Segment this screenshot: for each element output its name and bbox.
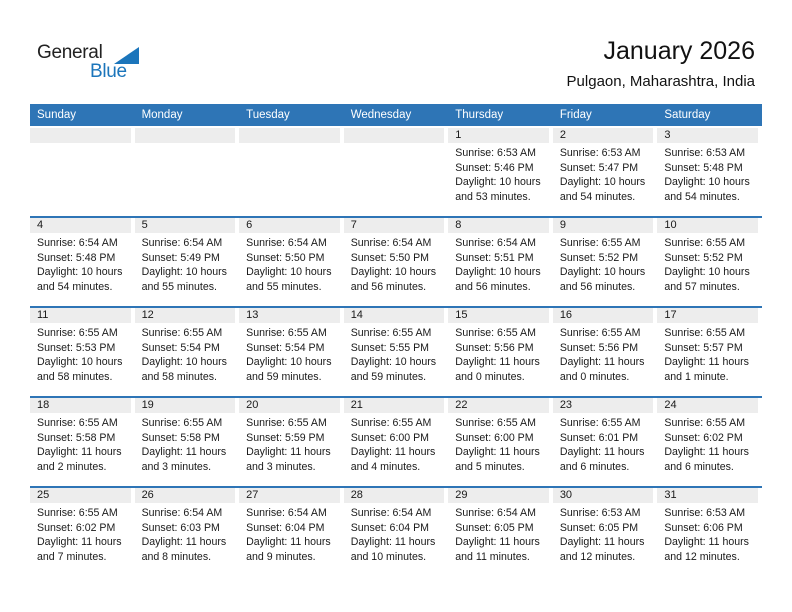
day-number <box>135 128 236 143</box>
logo-text-general: General <box>37 42 103 63</box>
sunrise-text: Sunrise: 6:55 AM <box>559 237 641 249</box>
calendar-month-title: January 2026 <box>603 37 755 65</box>
day-number: 3 <box>657 128 758 143</box>
daylight-text: Daylight: 11 hours and 3 minutes. <box>141 446 227 473</box>
week-row <box>30 397 762 487</box>
day-cell <box>135 397 240 487</box>
daylight-text: Daylight: 10 hours and 58 minutes. <box>37 356 123 383</box>
day-details <box>135 323 240 384</box>
day-number: 13 <box>239 308 340 323</box>
day-number: 31 <box>657 488 758 503</box>
daylight-text: Daylight: 10 hours and 54 minutes. <box>664 176 750 203</box>
sunset-text: Sunset: 5:54 PM <box>246 341 325 354</box>
day-cell <box>135 217 240 307</box>
day-details <box>239 323 344 384</box>
day-cell <box>344 487 449 576</box>
day-number: 17 <box>657 308 758 323</box>
day-number: 16 <box>553 308 654 323</box>
weekday-header-saturday: Saturday <box>657 104 762 127</box>
day-number <box>239 128 340 143</box>
day-number: 29 <box>448 488 549 503</box>
day-cell <box>30 487 135 576</box>
day-details <box>239 413 344 474</box>
daylight-text: Daylight: 11 hours and 7 minutes. <box>37 536 122 563</box>
sunset-text: Sunset: 5:53 PM <box>37 341 116 354</box>
sunrise-text: Sunrise: 6:54 AM <box>350 507 432 519</box>
day-cell <box>239 217 344 307</box>
day-number: 4 <box>30 218 131 233</box>
week-row <box>30 127 762 217</box>
day-number: 23 <box>553 398 654 413</box>
day-cell <box>344 217 449 307</box>
sunset-text: Sunset: 5:57 PM <box>664 341 743 354</box>
daylight-text: Daylight: 10 hours and 55 minutes. <box>246 266 332 293</box>
day-cell <box>553 127 658 217</box>
general-blue-logo <box>37 42 147 82</box>
weekday-header-monday: Monday <box>135 104 240 127</box>
day-details <box>448 503 553 564</box>
day-cell <box>30 217 135 307</box>
day-number: 26 <box>135 488 236 503</box>
sunrise-text: Sunrise: 6:54 AM <box>246 237 327 249</box>
daylight-text: Daylight: 10 hours and 59 minutes. <box>350 356 437 383</box>
sunset-text: Sunset: 6:04 PM <box>246 521 325 534</box>
day-number <box>30 128 131 143</box>
day-number: 1 <box>448 128 549 143</box>
sunset-text: Sunset: 6:00 PM <box>455 431 534 444</box>
day-number: 21 <box>344 398 445 413</box>
day-cell <box>135 307 240 397</box>
day-number: 15 <box>448 308 549 323</box>
sunset-text: Sunset: 5:54 PM <box>141 341 220 354</box>
calendar-table <box>30 104 762 576</box>
day-details <box>553 233 658 294</box>
sunset-text: Sunset: 6:03 PM <box>141 521 220 534</box>
day-cell <box>239 487 344 576</box>
daylight-text: Daylight: 11 hours and 12 minutes. <box>664 536 749 563</box>
sunset-text: Sunset: 5:48 PM <box>664 161 743 174</box>
sunrise-text: Sunrise: 6:54 AM <box>350 237 432 249</box>
sunrise-text: Sunrise: 6:55 AM <box>141 327 223 339</box>
day-details <box>448 323 553 384</box>
sunrise-text: Sunrise: 6:55 AM <box>37 417 118 429</box>
daylight-text: Daylight: 10 hours and 59 minutes. <box>246 356 332 383</box>
sunrise-text: Sunrise: 6:54 AM <box>455 237 536 249</box>
sunset-text: Sunset: 6:00 PM <box>350 431 430 444</box>
sunrise-text: Sunrise: 6:55 AM <box>664 237 746 249</box>
day-cell <box>344 307 449 397</box>
day-details <box>135 503 240 564</box>
weekday-header-sunday: Sunday <box>30 104 135 127</box>
day-cell <box>553 397 658 487</box>
calendar-body <box>30 127 762 576</box>
weekday-header-friday: Friday <box>553 104 658 127</box>
daylight-text: Daylight: 10 hours and 56 minutes. <box>455 266 541 293</box>
day-number: 5 <box>135 218 236 233</box>
sunset-text: Sunset: 5:56 PM <box>559 341 639 354</box>
day-cell <box>657 397 762 487</box>
day-details <box>553 413 658 474</box>
day-cell <box>239 307 344 397</box>
day-details <box>657 323 762 384</box>
day-number: 30 <box>553 488 654 503</box>
sunrise-text: Sunrise: 6:54 AM <box>141 507 223 519</box>
day-cell <box>135 487 240 576</box>
day-details <box>553 503 658 564</box>
week-row <box>30 217 762 307</box>
day-cell <box>553 487 658 576</box>
sunset-text: Sunset: 5:55 PM <box>350 341 430 354</box>
sunrise-text: Sunrise: 6:55 AM <box>455 327 536 339</box>
sunrise-text: Sunrise: 6:55 AM <box>350 327 432 339</box>
logo-text-blue: Blue <box>90 61 127 82</box>
day-number: 14 <box>344 308 445 323</box>
sunrise-text: Sunrise: 6:55 AM <box>559 327 641 339</box>
day-details <box>344 233 449 294</box>
day-cell <box>448 307 553 397</box>
sunset-text: Sunset: 6:05 PM <box>455 521 534 534</box>
sunset-text: Sunset: 6:01 PM <box>559 431 639 444</box>
day-cell <box>448 487 553 576</box>
sunset-text: Sunset: 6:04 PM <box>350 521 430 534</box>
day-number: 28 <box>344 488 445 503</box>
day-cell <box>344 397 449 487</box>
daylight-text: Daylight: 11 hours and 6 minutes. <box>664 446 749 473</box>
day-cell <box>448 397 553 487</box>
weekday-header-row <box>30 104 762 127</box>
sunset-text: Sunset: 5:49 PM <box>141 251 220 264</box>
sunrise-text: Sunrise: 6:54 AM <box>141 237 223 249</box>
sunrise-text: Sunrise: 6:55 AM <box>37 327 118 339</box>
sunset-text: Sunset: 5:48 PM <box>37 251 116 264</box>
day-details <box>344 503 449 564</box>
daylight-text: Daylight: 11 hours and 11 minutes. <box>455 536 540 563</box>
day-details <box>239 503 344 564</box>
sunrise-text: Sunrise: 6:55 AM <box>141 417 223 429</box>
empty-day-cell <box>135 127 240 217</box>
sunrise-text: Sunrise: 6:55 AM <box>246 417 327 429</box>
daylight-text: Daylight: 10 hours and 58 minutes. <box>141 356 227 383</box>
day-details <box>657 233 762 294</box>
sunrise-text: Sunrise: 6:53 AM <box>559 507 641 519</box>
sunrise-text: Sunrise: 6:55 AM <box>664 417 746 429</box>
day-details <box>657 503 762 564</box>
sunset-text: Sunset: 5:51 PM <box>455 251 534 264</box>
day-number: 27 <box>239 488 340 503</box>
sunrise-text: Sunrise: 6:55 AM <box>559 417 641 429</box>
daylight-text: Daylight: 10 hours and 56 minutes. <box>350 266 437 293</box>
day-details <box>30 233 135 294</box>
day-details <box>344 323 449 384</box>
empty-day-cell <box>344 127 449 217</box>
week-row <box>30 487 762 576</box>
daylight-text: Daylight: 11 hours and 6 minutes. <box>559 446 645 473</box>
day-cell <box>553 307 658 397</box>
daylight-text: Daylight: 10 hours and 54 minutes. <box>559 176 646 203</box>
empty-day-cell <box>30 127 135 217</box>
day-details <box>135 413 240 474</box>
day-cell <box>448 127 553 217</box>
sunset-text: Sunset: 6:05 PM <box>559 521 639 534</box>
weekday-header-thursday: Thursday <box>448 104 553 127</box>
day-details <box>553 143 658 204</box>
daylight-text: Daylight: 11 hours and 1 minute. <box>664 356 749 383</box>
day-number: 20 <box>239 398 340 413</box>
day-cell <box>657 487 762 576</box>
sunrise-text: Sunrise: 6:54 AM <box>246 507 327 519</box>
day-number: 2 <box>553 128 654 143</box>
daylight-text: Daylight: 11 hours and 10 minutes. <box>350 536 436 563</box>
daylight-text: Daylight: 10 hours and 53 minutes. <box>455 176 541 203</box>
daylight-text: Daylight: 11 hours and 9 minutes. <box>246 536 331 563</box>
weekday-header-wednesday: Wednesday <box>344 104 449 127</box>
sunset-text: Sunset: 5:52 PM <box>664 251 743 264</box>
sunrise-text: Sunrise: 6:55 AM <box>350 417 432 429</box>
sunset-text: Sunset: 6:06 PM <box>664 521 743 534</box>
day-details <box>30 413 135 474</box>
sunset-text: Sunset: 5:58 PM <box>141 431 220 444</box>
daylight-text: Daylight: 10 hours and 56 minutes. <box>559 266 646 293</box>
day-number: 11 <box>30 308 131 323</box>
day-number: 7 <box>344 218 445 233</box>
sunrise-text: Sunrise: 6:53 AM <box>664 147 746 159</box>
daylight-text: Daylight: 10 hours and 57 minutes. <box>664 266 750 293</box>
day-number: 6 <box>239 218 340 233</box>
day-details <box>239 233 344 294</box>
sunrise-text: Sunrise: 6:53 AM <box>455 147 536 159</box>
day-details <box>344 413 449 474</box>
daylight-text: Daylight: 11 hours and 12 minutes. <box>559 536 645 563</box>
weekday-header-tuesday: Tuesday <box>239 104 344 127</box>
daylight-text: Daylight: 11 hours and 2 minutes. <box>37 446 122 473</box>
day-number: 9 <box>553 218 654 233</box>
sunset-text: Sunset: 5:50 PM <box>246 251 325 264</box>
day-cell <box>657 217 762 307</box>
day-cell <box>448 217 553 307</box>
day-number: 25 <box>30 488 131 503</box>
day-cell <box>657 307 762 397</box>
sunset-text: Sunset: 5:58 PM <box>37 431 116 444</box>
sunset-text: Sunset: 6:02 PM <box>664 431 743 444</box>
daylight-text: Daylight: 11 hours and 8 minutes. <box>141 536 227 563</box>
daylight-text: Daylight: 11 hours and 0 minutes. <box>559 356 645 383</box>
sunrise-text: Sunrise: 6:55 AM <box>664 327 746 339</box>
day-number <box>344 128 445 143</box>
sunrise-text: Sunrise: 6:55 AM <box>455 417 536 429</box>
day-details <box>553 323 658 384</box>
sunrise-text: Sunrise: 6:54 AM <box>455 507 536 519</box>
calendar-location: Pulgaon, Maharashtra, India <box>566 73 755 91</box>
day-details <box>448 413 553 474</box>
sunset-text: Sunset: 5:47 PM <box>559 161 639 174</box>
sunset-text: Sunset: 5:46 PM <box>455 161 534 174</box>
day-number: 18 <box>30 398 131 413</box>
daylight-text: Daylight: 11 hours and 3 minutes. <box>246 446 331 473</box>
day-details <box>448 143 553 204</box>
sunset-text: Sunset: 5:56 PM <box>455 341 534 354</box>
sunrise-text: Sunrise: 6:55 AM <box>246 327 327 339</box>
daylight-text: Daylight: 10 hours and 55 minutes. <box>141 266 227 293</box>
day-details <box>30 503 135 564</box>
sunset-text: Sunset: 5:50 PM <box>350 251 430 264</box>
day-cell <box>30 307 135 397</box>
sunrise-text: Sunrise: 6:54 AM <box>37 237 118 249</box>
sunrise-text: Sunrise: 6:53 AM <box>559 147 641 159</box>
day-cell <box>239 397 344 487</box>
day-cell <box>657 127 762 217</box>
day-number: 19 <box>135 398 236 413</box>
day-cell <box>553 217 658 307</box>
sunrise-text: Sunrise: 6:53 AM <box>664 507 746 519</box>
day-details <box>448 233 553 294</box>
daylight-text: Daylight: 11 hours and 0 minutes. <box>455 356 540 383</box>
day-number: 12 <box>135 308 236 323</box>
day-details <box>657 143 762 204</box>
sunrise-text: Sunrise: 6:55 AM <box>37 507 118 519</box>
daylight-text: Daylight: 10 hours and 54 minutes. <box>37 266 123 293</box>
daylight-text: Daylight: 11 hours and 5 minutes. <box>455 446 540 473</box>
sunset-text: Sunset: 5:52 PM <box>559 251 639 264</box>
title-block <box>567 36 755 90</box>
day-number: 10 <box>657 218 758 233</box>
day-details <box>657 413 762 474</box>
week-row <box>30 307 762 397</box>
day-details <box>135 233 240 294</box>
day-number: 22 <box>448 398 549 413</box>
day-number: 8 <box>448 218 549 233</box>
sunset-text: Sunset: 5:59 PM <box>246 431 325 444</box>
empty-day-cell <box>239 127 344 217</box>
daylight-text: Daylight: 11 hours and 4 minutes. <box>350 446 436 473</box>
day-number: 24 <box>657 398 758 413</box>
sunset-text: Sunset: 6:02 PM <box>37 521 116 534</box>
day-details <box>30 323 135 384</box>
day-cell <box>30 397 135 487</box>
